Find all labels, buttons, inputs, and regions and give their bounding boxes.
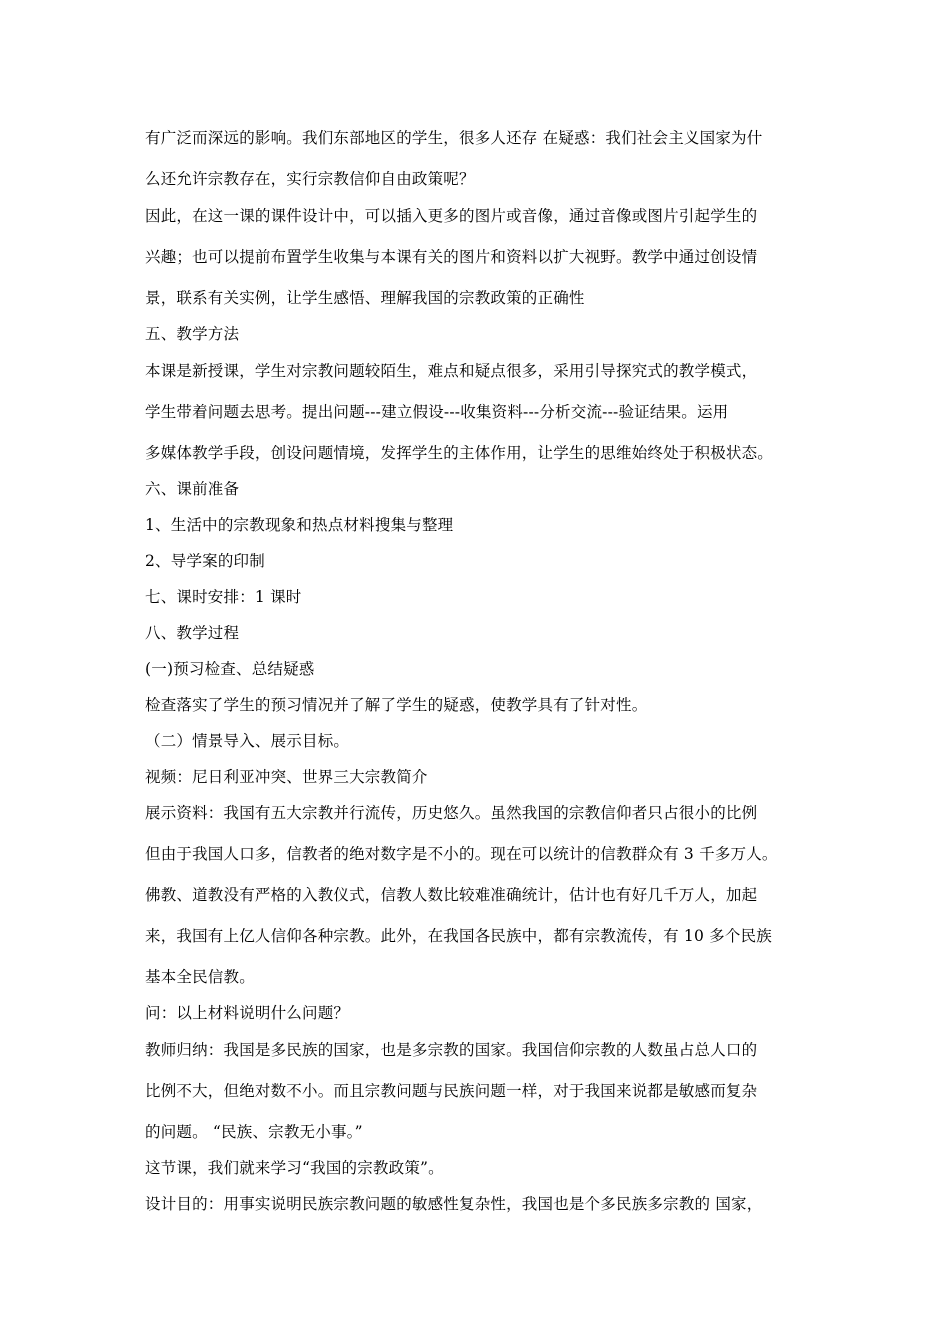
section-heading: 五、教学方法: [145, 325, 240, 343]
list-item: 2、导学案的印制: [145, 552, 265, 570]
text-line: 检查落实了学生的预习情况并了解了学生的疑惑，使教学具有了针对性。: [145, 696, 648, 714]
text-line: 学生带着问题去思考。提出问题---建立假设---收集资料---分析交流---验证结果。运用: [145, 403, 729, 421]
text-line: 佛教、道教没有严格的入教仪式，信教人数比较难准确统计，估计也有好几千万人，加起: [145, 886, 758, 904]
subsection-heading: (一)预习检查、总结疑惑: [145, 660, 315, 678]
text-line: 景，联系有关实例，让学生感悟、理解我国的宗教政策的正确性: [145, 289, 585, 307]
text-line: 多媒体教学手段，创设问题情境，发挥学生的主体作用，让学生的思维始终处于积极状态。: [145, 444, 774, 462]
text-line: 设计目的：用事实说明民族宗教问题的敏感性复杂性，我国也是个多民族多宗教的 国家，: [145, 1195, 763, 1213]
text-line: 兴趣；也可以提前布置学生收集与本课有关的图片和资料以扩大视野。教学中通过创设情: [145, 248, 758, 266]
text-line: 有广泛而深远的影响。我们东部地区的学生，很多人还存 在疑惑：我们社会主义国家为什: [145, 129, 763, 147]
text-line: 因此，在这一课的课件设计中，可以插入更多的图片或音像，通过音像或图片引起学生的: [145, 207, 758, 225]
list-item: 1、生活中的宗教现象和热点材料搜集与整理: [145, 516, 454, 534]
text-line: 视频：尼日利亚冲突、世界三大宗教简介: [145, 768, 428, 786]
text-line: 基本全民信教。: [145, 968, 255, 986]
text-line: 问：以上材料说明什么问题？: [145, 1004, 350, 1022]
text-line: 教师归纳：我国是多民族的国家，也是多宗教的国家。我国信仰宗教的人数虽占总人口的: [145, 1041, 758, 1059]
text-line: 但由于我国人口多，信教者的绝对数字是不小的。现在可以统计的信教群众有 3 千多万人。: [145, 845, 778, 863]
text-line: 这节课，我们就来学习“我国的宗教政策”。: [145, 1159, 444, 1177]
section-heading: 八、教学过程: [145, 624, 240, 642]
section-heading: 六、课前准备: [145, 480, 240, 498]
text-line: 本课是新授课，学生对宗教问题较陌生，难点和疑点很多，采用引导探究式的教学模式，: [145, 362, 758, 380]
section-heading: 七、课时安排：1 课时: [145, 588, 302, 606]
text-line: 么还允许宗教存在，实行宗教信仰自由政策呢？: [145, 170, 475, 188]
text-line: 比例不大，但绝对数不小。而且宗教问题与民族问题一样，对于我国来说都是敏感而复杂: [145, 1082, 758, 1100]
text-line: 的问题。 “民族、宗教无小事。”: [145, 1123, 363, 1141]
text-line: 来，我国有上亿人信仰各种宗教。此外，在我国各民族中，都有宗教流传，有 10 多个民族: [145, 927, 772, 945]
text-line: 展示资料：我国有五大宗教并行流传，历史悠久。虽然我国的宗教信仰者只占很小的比例: [145, 804, 758, 822]
subsection-heading: （二）情景导入、展示目标。: [145, 732, 350, 750]
